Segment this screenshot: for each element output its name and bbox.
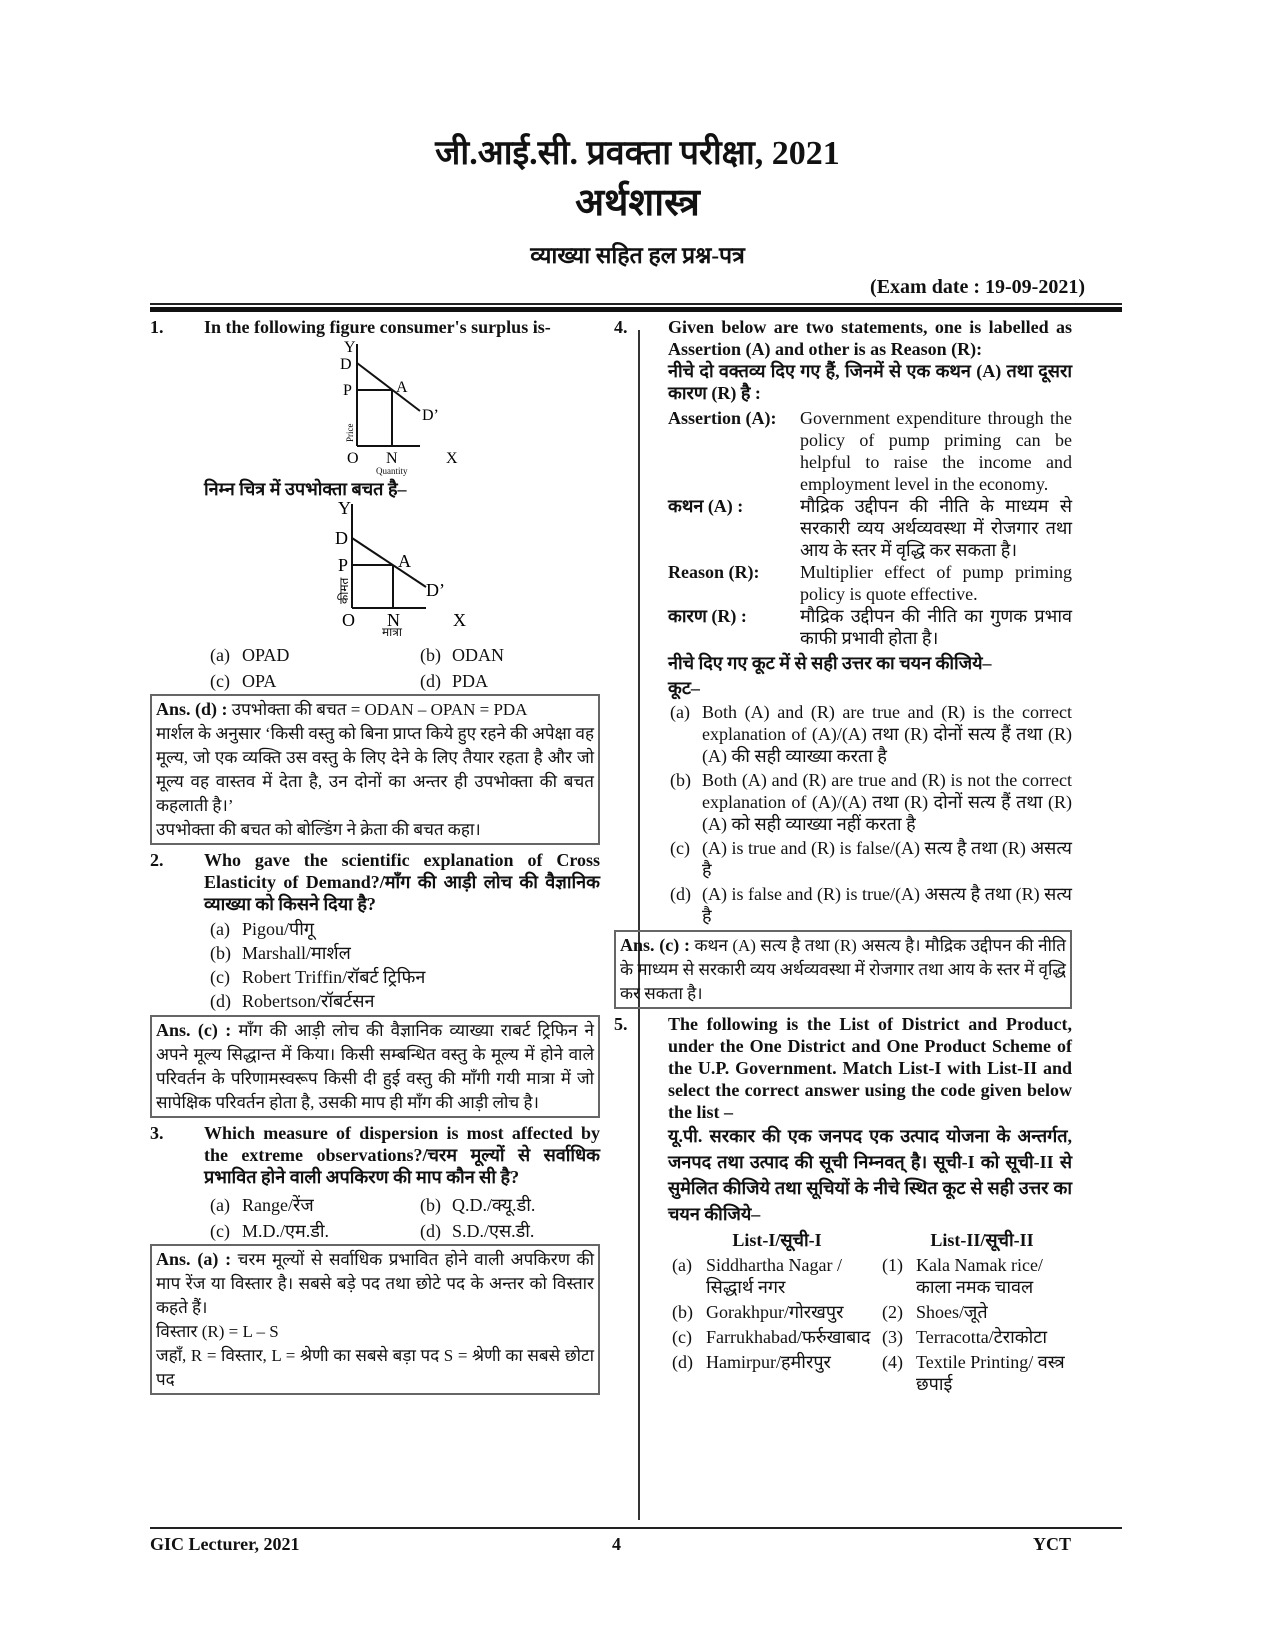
option-a[interactable]: (a) Range/रेंज xyxy=(210,1195,314,1215)
list-1 xyxy=(672,1229,882,1398)
label-a: A xyxy=(396,379,408,396)
question-2 xyxy=(150,849,600,1118)
page-number: 4 xyxy=(612,1534,621,1554)
option-c[interactable]: (c) M.D./एम.डी. xyxy=(210,1221,330,1241)
option-b[interactable]: (b) Marshall/मार्शल xyxy=(210,943,351,963)
list-2 xyxy=(882,1229,1082,1398)
code-label: कूट– xyxy=(668,678,700,698)
label-x: X xyxy=(453,610,466,626)
statement-key: कथन (A) : xyxy=(668,496,744,516)
option-c[interactable]: (c) (A) is true and (R) is false/(A) सत्य है तथा (R) असत्य है xyxy=(670,838,1072,880)
demand-line xyxy=(357,363,420,411)
question-text-hi: निम्न चित्र में उपभोक्ता बचत है– xyxy=(204,479,407,499)
options-grid xyxy=(210,1192,600,1244)
list-2-item: (1) Kala Namak rice/ काला नमक चावल xyxy=(882,1255,1043,1297)
answer-label: Ans. (a) : xyxy=(156,1249,232,1269)
answer-line: विस्तार (R) = L – S xyxy=(156,1322,279,1341)
question-text: Which measure of dispersion is most affected by the extreme observations?/चरम मूल्यों से सर्वाधिक प्रभावित होने वाली अपकिरण की माप कौन सी है? xyxy=(204,1123,600,1187)
exam-title: जी.आई.सी. प्रवक्ता परीक्षा, 2021 xyxy=(435,135,840,172)
label-n: N xyxy=(387,610,400,626)
answer-label: Ans. (c) : xyxy=(620,935,690,955)
paper-subtitle: व्याख्या सहित हल प्रश्न-पत्र xyxy=(530,243,745,268)
statement-value: मौद्रिक उद्दीपन की नीति के माध्यम से सरकारी व्यय अर्थव्यवस्था में रोजगार तथा आय के स्तर में वृद्धि कर सकता है। xyxy=(800,496,1072,560)
subject-title: अर्थशास्त्र xyxy=(575,182,700,224)
statement-value: Government expenditure through the policy of pump priming can be helpful to raise the income and employment level in the economy. xyxy=(800,408,1072,494)
label-x: X xyxy=(446,450,458,466)
label-d: D xyxy=(340,356,352,373)
answer-box xyxy=(150,1244,600,1395)
header-rule-thick xyxy=(150,307,1122,312)
list-2-item: (3) Terracotta/टेराकोटा xyxy=(882,1327,1048,1347)
answer-box xyxy=(614,930,1072,1009)
answer-line: जहाँ, R = विस्तार, L = श्रेणी का सबसे बड़ा पद S = श्रेणी का सबसे छोटा पद xyxy=(156,1346,594,1389)
list-2-item: (2) Shoes/जूते xyxy=(882,1302,988,1322)
quantity-axis-title-hi: मात्रा xyxy=(382,625,403,639)
footer-rule xyxy=(150,1527,1122,1529)
question-number: 5. xyxy=(614,1014,628,1034)
label-y: Y xyxy=(344,339,356,356)
question-number: 1. xyxy=(150,317,164,337)
answer-text: माँग की आड़ी लोच की वैज्ञानिक व्याख्या राबर्ट ट्रिफिन ने अपने मूल्य सिद्धान्त में किया। किसी सम्बन्धित वस्तु के मूल्य में होने वाले परिवर्तन के परिणामस्वरूप किसी दी हुई वस्तु की माँगी गयी मात्रा में जो सापेक्षिक परिवर्तन होता है, उसकी माप ही माँग की आड़ी लोच है। xyxy=(156,1021,594,1112)
statement-value: मौद्रिक उद्दीपन की नीति का गुणक प्रभाव काफी प्रभावी होता है। xyxy=(800,606,1072,648)
statement-key: Assertion (A): xyxy=(668,408,777,428)
question-number: 2. xyxy=(150,850,164,870)
instruction: नीचे दिए गए कूट में से सही उत्तर का चयन कीजिये– xyxy=(668,653,992,673)
options-list xyxy=(210,918,600,1012)
option-b[interactable]: (b) Both (A) and (R) are true and (R) is not the correct explanation of (A)/(A) तथा (R) दोनों सत्य हैं तथा (R) (A) को सही व्याख्या नहीं करता है xyxy=(670,770,1072,834)
option-a[interactable]: (a) Pigou/पीगू xyxy=(210,919,315,939)
statement-key: Reason (R): xyxy=(668,562,760,582)
answer-box xyxy=(150,694,600,845)
options-list xyxy=(670,701,1072,927)
question-number: 4. xyxy=(614,317,628,337)
option-c[interactable]: (c) Robert Triffin/रॉबर्ट ट्रिफिन xyxy=(210,967,426,987)
list-1-item: (c) Farrukhabad/फर्रुखाबाद xyxy=(672,1327,871,1347)
question-3 xyxy=(150,1122,600,1395)
question-text-hi: नीचे दो वक्तव्य दिए गए हैं, जिनमें से एक कथन (A) तथा दूसरा कारण (R) है : xyxy=(668,361,1072,403)
exam-date: (Exam date : 19-09-2021) xyxy=(870,276,1085,298)
question-number: 3. xyxy=(150,1123,164,1143)
demand-curve-figure-hi xyxy=(150,500,600,626)
footer-right: YCT xyxy=(1032,1534,1071,1554)
quantity-axis-title: Quantity xyxy=(376,466,408,476)
answer-line: उपभोक्ता की बचत को बोल्डिंग ने क्रेता की बचत कहा। xyxy=(156,820,481,839)
option-c[interactable]: (c) OPA xyxy=(210,671,277,691)
answer-line: चरम मूल्यों से सर्वाधिक प्रभावित होने वाली अपकिरण की माप रेंज या विस्तार है। सबसे बड़े पद तथा छोटे पद के अन्तर को विस्तार कहते हैं। xyxy=(156,1250,594,1317)
option-b[interactable]: (b) Q.D./क्यू.डी. xyxy=(420,1195,536,1215)
header-rule-thin xyxy=(150,303,1122,305)
list-2-item: (4) Textile Printing/ वस्त्र छपाई xyxy=(882,1352,1065,1394)
label-p: P xyxy=(343,382,352,399)
question-text-en: Given below are two statements, one is labelled as Assertion (A) and other is as Reason (R): xyxy=(668,317,1072,359)
demand-curve-figure-en xyxy=(150,338,600,466)
label-a: A xyxy=(398,551,411,571)
answer-text: कथन (A) सत्य है तथा (R) असत्य है। मौद्रिक उद्दीपन की नीति के माध्यम से सरकारी व्यय अर्थव्यवस्था में रोजगार तथा आय के स्तर में वृद्धि कर सकता है। xyxy=(620,936,1066,1003)
list-1-item: (b) Gorakhpur/गोरखपुर xyxy=(672,1302,844,1322)
option-d[interactable]: (d) PDA xyxy=(420,671,489,691)
label-price: Price xyxy=(345,423,355,442)
answer-line: उपभोक्ता की बचत = ODAN – OPAN = PDA xyxy=(231,700,528,719)
label-o: O xyxy=(347,450,359,466)
label-p: P xyxy=(338,555,349,575)
question-text-en: The following is the List of District and Product, under the One District and One Product Scheme of the U.P. Government. Match List-I with List-II and select the correct answer using the code given below the list – xyxy=(668,1014,1072,1122)
footer-left: GIC Lecturer, 2021 xyxy=(150,1534,300,1554)
answer-label: Ans. (c) : xyxy=(156,1020,232,1040)
question-4 xyxy=(614,316,1072,1009)
statement-value: Multiplier effect of pump priming policy is quote effective. xyxy=(800,562,1072,604)
label-d: D xyxy=(335,528,348,548)
statements xyxy=(668,407,1072,649)
option-a[interactable]: (a) OPAD xyxy=(210,645,290,665)
option-b[interactable]: (b) ODAN xyxy=(420,645,504,665)
answer-line: मार्शल के अनुसार ‘किसी वस्तु को बिना प्राप्त किये हुए रहने की अपेक्षा वह मूल्य, जो एक व्यक्ति उस वस्तु के लिए देने के लिए तैयार रहता है और जो मूल्य वह वास्तव में देता है, उन दोनों का अन्तर ही उपभोक्ता की बचत कहलाती है।’ xyxy=(156,724,594,815)
answer-box xyxy=(150,1015,600,1118)
label-d-prime: D’ xyxy=(422,407,439,424)
left-column xyxy=(150,316,600,1395)
list-1-header: List-I/सूची-I xyxy=(732,1230,822,1250)
label-o: O xyxy=(342,610,355,626)
question-text-hi: यू.पी. सरकार की एक जनपद एक उत्पाद योजना के अन्तर्गत, जनपद तथा उत्पाद की सूची निम्नवत् है। सूची-I को सूची-II से सुमेलित कीजिये तथा सूचियों के नीचे स्थित कूट से सही उत्तर का चयन कीजिये– xyxy=(668,1126,1072,1224)
label-y: Y xyxy=(338,500,351,518)
label-n: N xyxy=(386,450,398,466)
list-2-header: List-II/सूची-II xyxy=(930,1230,1034,1250)
options-grid xyxy=(210,642,600,694)
answer-label: Ans. (d) : xyxy=(156,699,228,719)
option-d[interactable]: (d) S.D./एस.डी. xyxy=(420,1221,535,1241)
label-d-prime: D’ xyxy=(426,580,445,600)
right-column xyxy=(614,316,1072,1398)
option-a[interactable]: (a) Both (A) and (R) are true and (R) is the correct explanation of (A)/(A) तथा (R) दोनों सत्य हैं तथा (R) (A) की सही व्याख्या करता है xyxy=(670,702,1072,766)
demand-line xyxy=(352,538,426,587)
statement-key: कारण (R) : xyxy=(668,606,747,626)
list-1-item: (a) Siddhartha Nagar /सिद्धार्थ नगर xyxy=(672,1255,842,1297)
question-5 xyxy=(614,1013,1072,1398)
option-d[interactable]: (d) Robertson/रॉबर्टसन xyxy=(210,991,375,1011)
question-text: Who gave the scientific explanation of Cross Elasticity of Demand?/माँग की आड़ी लोच की वैज्ञानिक व्याख्या को किसने दिया है? xyxy=(204,850,600,914)
match-lists xyxy=(672,1229,1072,1398)
question-text-en: In the following figure consumer's surplus is- xyxy=(204,317,551,337)
list-1-item: (d) Hamirpur/हमीरपुर xyxy=(672,1352,831,1372)
label-price-hi: कीमत xyxy=(337,577,351,604)
question-1 xyxy=(150,316,600,845)
option-d[interactable]: (d) (A) is false and (R) is true/(A) असत्य है तथा (R) सत्य है xyxy=(670,884,1072,926)
